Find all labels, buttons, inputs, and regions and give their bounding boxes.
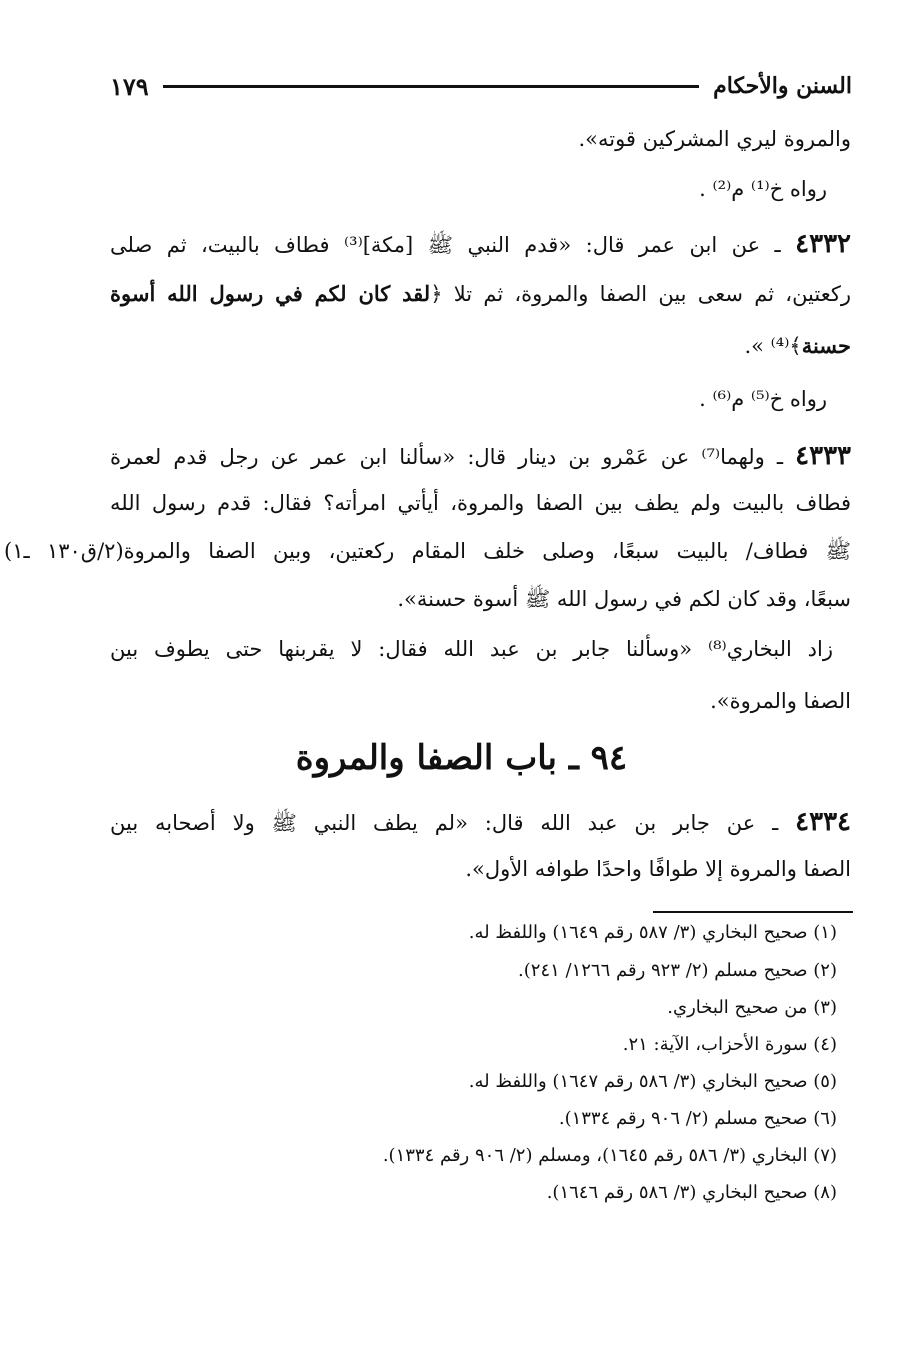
footnote: (٧) البخاري (٣/ ٥٨٦ رقم ١٦٤٥)، ومسلم (٢/ ٩٠٦ رقم ١٣٣٤). — [382, 1145, 837, 1166]
hadith-4333-line-2: فطاف بالبيت ولم يطف بين الصفا والمروة، أيأتي امرأته؟ فقال: قدم رسول الله — [110, 491, 851, 515]
section-heading: ٩٤ ـ باب الصفا والمروة — [295, 738, 628, 778]
footnote: (١) صحيح البخاري (٣/ ٥٨٧ رقم ١٦٤٩) واللفظ له. — [468, 922, 837, 943]
riwayah-line: رواه خ⁽⁵⁾ م⁽⁶⁾ . — [699, 387, 827, 411]
zad-line-2: الصفا والمروة». — [710, 689, 851, 713]
hadith-4333-line-1 — [110, 440, 851, 474]
hadith-text: ـ عن ابن عمر قال: «قدم النبي ﷺ [مكة]⁽³⁾ فطاف بالبيت، ثم صلى — [110, 233, 796, 257]
footnote: (٨) صحيح البخاري (٣/ ٥٨٦ رقم ١٦٤٦). — [546, 1182, 837, 1203]
hadith-number: ٤٣٣٤ — [795, 807, 851, 837]
quran-verse: لقد كان لكم في رسول الله أسوة — [110, 281, 431, 306]
hadith-4332-line-1 — [110, 228, 851, 262]
footnote: (٥) صحيح البخاري (٣/ ٥٨٦ رقم ١٦٤٧) واللفظ له. — [468, 1071, 837, 1092]
hadith-4334-line-2: الصفا والمروة إلا طوافًا واحدًا طوافه الأول». — [465, 857, 851, 881]
quran-verse: حسنة — [801, 333, 851, 358]
hadith-4334-line-1 — [110, 806, 851, 840]
riwayah-line: رواه خ⁽¹⁾ م⁽²⁾ . — [699, 177, 827, 201]
hadith-text: ﴾⁽⁴⁾ ». — [744, 334, 802, 358]
page-number: ١٧٩ — [110, 71, 149, 101]
hadith-4333-line-4: سبعًا، وقد كان لكم في رسول الله ﷺ أسوة حسنة». — [397, 587, 851, 611]
hadith-number: ٤٣٣٣ — [795, 441, 851, 471]
hadith-text: ـ ولهما⁽⁷⁾ عن عَمْرو بن دينار قال: «سألنا ابن عمر عن رجل قدم لعمرة — [110, 445, 796, 469]
footnote-rule — [653, 911, 853, 913]
header-rule — [163, 85, 699, 88]
footnote: (٦) صحيح مسلم (٢/ ٩٠٦ رقم ١٣٣٤). — [558, 1108, 837, 1129]
hadith-number: ٤٣٣٢ — [795, 229, 851, 259]
zad-line-1: زاد البخاري⁽⁸⁾ «وسألنا جابر بن عبد الله فقال: لا يقربنها حتى يطوف بين — [110, 637, 833, 661]
footnote: (٤) سورة الأحزاب، الآية: ٢١. — [622, 1034, 837, 1055]
hadith-4332-line-2 — [110, 280, 851, 308]
footnote: (٣) من صحيح البخاري. — [667, 997, 837, 1018]
header-title: السنن والأحكام — [713, 73, 852, 99]
hadith-text: ركعتين، ثم سعى بين الصفا والمروة، ثم تلا ﴿ — [430, 282, 851, 306]
hadith-4333-line-3: ﷺ فطاف/ بالبيت سبعًا، وصلى خلف المقام ركعتين، وبين الصفا والمروة(٢/ق١٣٠ ـ١) — [4, 539, 851, 563]
hadith-text: ـ عن جابر بن عبد الله قال: «لم يطف النبي ﷺ ولا أصحابه بين — [110, 811, 796, 835]
running-header — [110, 66, 852, 106]
footnote: (٢) صحيح مسلم (٢/ ٩٢٣ رقم ١٢٦٦/ ٢٤١). — [518, 960, 837, 981]
hadith-4332-line-3 — [744, 332, 851, 360]
text-line: والمروة ليري المشركين قوته». — [578, 127, 851, 151]
